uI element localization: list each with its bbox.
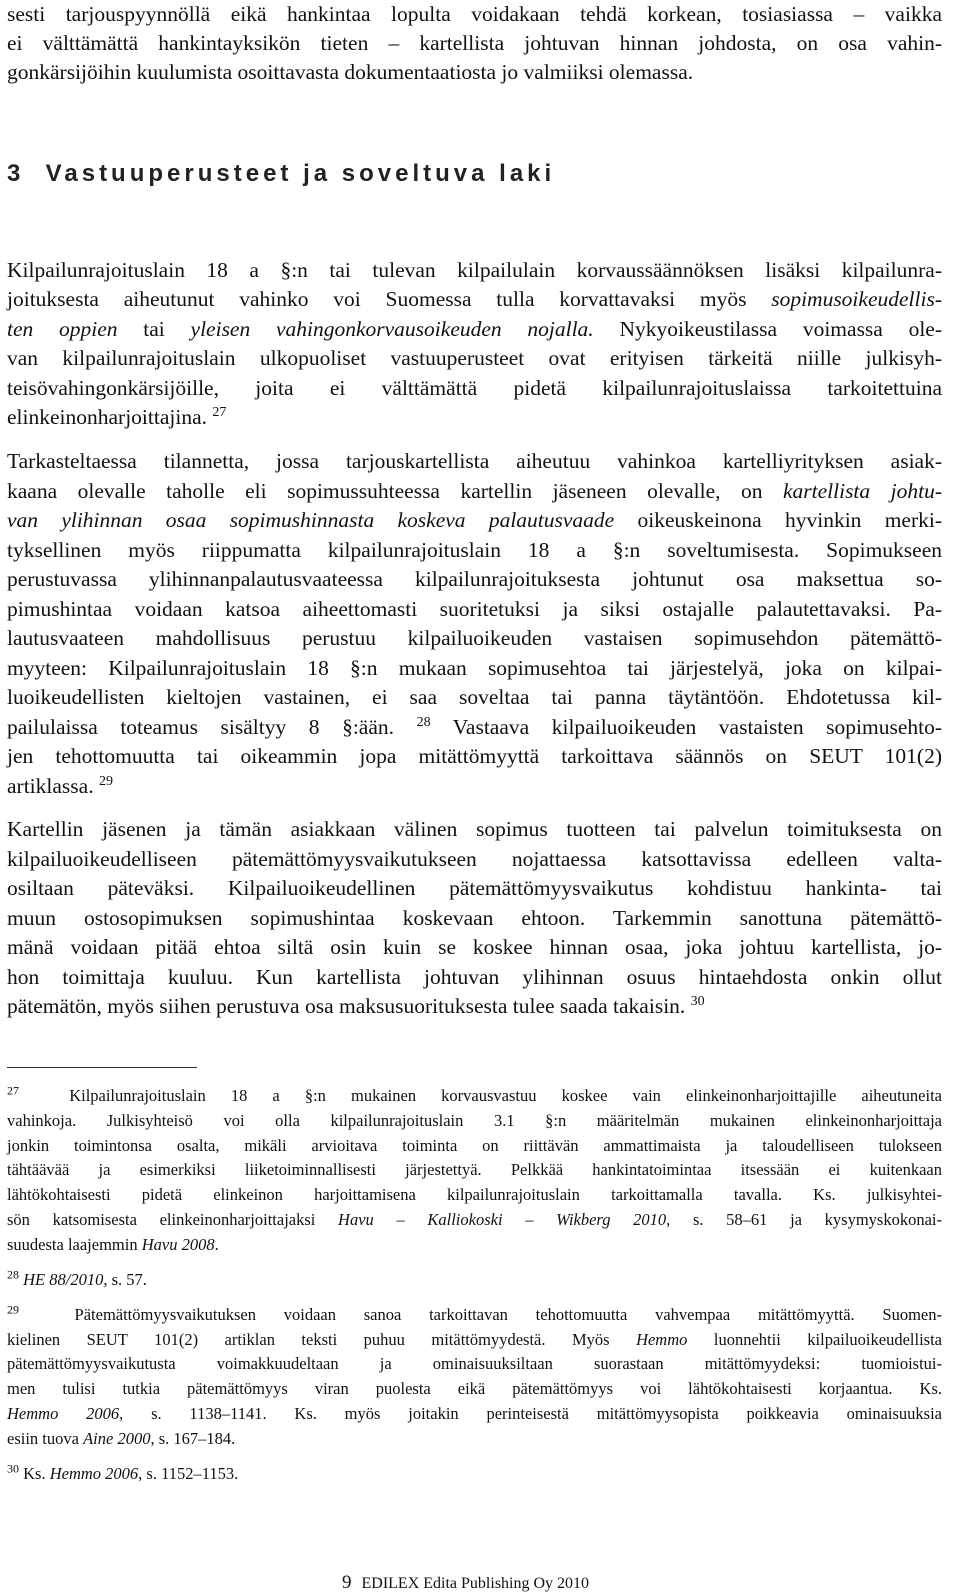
paragraph-line: pätemätön, myös siihen perustuva osa maksusuorituksesta tulee saada takaisin. $^{30}$	[7, 993, 705, 1018]
paragraph-line: muun ostosopimuksen sopimushintaa koskevaan ehtoon. Tarkemmin sanottuna pätemättö-	[7, 906, 942, 930]
paragraph-line: kaana olevalle taholle eli sopimussuhteessa kartellin jäseneen olevalle, on kartellista johtu-	[7, 479, 942, 503]
intro-line: ei välttämättä hankintayksikön tieten – kartellista johtuvan hinnan johdosta, on osa vahin-	[7, 31, 942, 55]
paragraph-line: artiklassa. $^{29}$	[7, 773, 113, 798]
paragraph-line: van kilpailunrajoituslain ulkopuoliset vastuuperusteet ovat erityisen tärkeitä niille julkisyh-	[7, 346, 942, 370]
footnote-number: 29	[7, 1302, 19, 1317]
footnote-ref[interactable]: 27	[212, 404, 227, 420]
paragraph-line: jen tehottomuutta tai oikeammin jopa mitättömyyttä tarkoittava säännös on SEUT 101(2)	[7, 744, 942, 768]
paragraph-line: mänä voidaan pitää ehtoa siltä osin kuin se koskee hinnan osaa, joka johtuu kartellista, jo-	[7, 935, 942, 959]
intro-line: sesti tarjouspyynnöllä eikä hankintaa lopulta voidakaan tehdä korkean, tosiasiassa – vaikka	[7, 2, 942, 26]
paragraph-line: Tarkasteltaessa tilannetta, jossa tarjouskartellista aiheutuu vahinkoa kartelliyrityksen asiak-	[7, 449, 942, 473]
paragraph-line: joituksesta aiheutunut vahinko voi Suomessa tulla korvattavaksi myös sopimusoikeudellis-	[7, 287, 942, 311]
paragraph-line: tyksellinen myös riippumatta kilpailunrajoituslain 18 a §:n soveltumisesta. Sopimukseen	[7, 538, 942, 562]
paragraph-line: Kartellin jäsenen ja tämän asiakkaan välinen sopimus tuotteen tai palvelun toimituksesta on	[7, 817, 942, 841]
publisher-line: EDILEX Edita Publishing Oy 2010	[361, 1575, 590, 1592]
paragraph-line: teisövahingonkärsijöille, joita ei välttämättä pidetä kilpailunrajoituslaissa tarkoitettuina	[7, 376, 942, 400]
paragraph-line: hon toimittaja kuuluu. Kun kartellista johtuvan ylihinnan osuus hintaehdosta onkin ollut	[7, 965, 942, 989]
footnote-line: sön katsomisesta elinkeinonharjoittajaksi Havu – Kalliokoski – Wikberg 2010, s. 58–61 ja kysymyskokonai-	[7, 1210, 942, 1229]
paragraph-line: van ylihinnan osaa sopimushinnasta koskeva palautusvaade oikeuskeinona hyvinkin merki-	[7, 508, 943, 532]
paragraph-line: luoikeudellisten kieltojen vastainen, ei saa soveltaa tai panna täytäntöön. Ehdotetussa kil-	[7, 685, 942, 709]
page-footer	[342, 1572, 589, 1594]
footnote-line: men tulisi tutkia pätemättömyys viran puolesta eikä pätemättömyys voi lähtökohtaisesti korjaantua. Ks.	[7, 1379, 942, 1398]
footnote-30: $^{30}$ Ks. Hemmo 2006, s. 1152–1153.	[7, 1461, 239, 1483]
footnote-separator	[7, 1067, 197, 1068]
page-number: 9	[342, 1572, 352, 1593]
footnote-line: kielinen SEUT 101(2) artiklan teksti puhuu mitättömyydestä. Myös Hemmo luonnehtii kilpailuoikeudellista	[7, 1330, 942, 1349]
paragraph-line: ten oppien tai yleisen vahingonkorvausoikeuden nojalla. Nykyoikeustilassa voimassa ole-	[7, 317, 943, 341]
footnote-ref[interactable]: 28	[416, 714, 431, 730]
paragraph-line: lautusvaateen mahdollisuus perustuu kilpailuoikeuden vastaisen sopimusehdon pätemättö-	[7, 626, 942, 650]
footnote-line: Hemmo 2006, s. 1138–1141. Ks. myös joitakin perinteisestä mitättömyysopista poikkeavia ominaisuuksia	[7, 1404, 942, 1423]
footnote-line: jonkin toimintonsa osalta, mikäli arvioitava toiminta on riittävän ammattimaista ja taloudelliseen tulokseen	[7, 1136, 942, 1155]
footnote-ref[interactable]: 29	[98, 773, 113, 789]
footnote-number: 27	[7, 1083, 19, 1098]
footnote-29: $^{29}$ Pätemättömyysvaikutuksen voidaan sanoa tarkoittavan tehottomuutta vahvempaa mitättömyyttä. Suomen-	[7, 1302, 942, 1324]
paragraph-line: osiltaan päteväksi. Kilpailuoikeudellinen pätemättömyysvaikutus kohdistuu hankinta- tai	[7, 876, 942, 900]
footnote-line: esiin tuova Aine 2000, s. 167–184.	[7, 1429, 236, 1448]
paragraph-line: perustuvassa ylihinnanpalautusvaateessa kilpailunrajoituksesta johtunut osa maksettua so-	[7, 567, 942, 591]
footnote-line: tähtäävää ja esimerkiksi liiketoiminnallisesti järjestettyä. Pelkkää hankintatoimintaa itsessään ei kuitenkaan	[7, 1160, 942, 1179]
footnote-line: vahinkoja. Julkisyhteisö voi olla kilpailunrajoituslain 3.1 §:n määritelmän mukainen elinkeinonharjoittaja	[7, 1111, 942, 1130]
footnote-number: 30	[7, 1461, 19, 1476]
paragraph-line: myyteen: Kilpailunrajoituslain 18 §:n mukaan sopimusehtoa tai järjestelyä, joka on kilpai-	[7, 656, 942, 680]
paragraph-line: pailulaissa toteamus sisältyy 8 §:ään. $^{28}$ Vastaava kilpailuoikeuden vastaisten sopimusehto-	[7, 714, 942, 739]
paragraph-line: Kilpailunrajoituslain 18 a §:n tai tulevan kilpailulain korvaussäännöksen lisäksi kilpailunra-	[7, 258, 942, 282]
paragraph-line: pimushintaa voidaan katsoa aiheettomasti suoritetuksi ja siksi ostajalle palautettavaksi. Pa-	[7, 597, 942, 621]
footnote-28: $^{28}$ HE 88/2010, s. 57.	[7, 1267, 147, 1289]
footnote-line: lähtökohtaisesti pidetä elinkeinon harjoittamisena kilpailunrajoituslain tarkoittamalla tavalla. Ks. julkisyhtei-	[7, 1185, 942, 1204]
footnote-27: $^{27}$ Kilpailunrajoituslain 18 a §:n mukainen korvausvastuu koskee vain elinkeinonharjoittajille aiheutuneita	[7, 1083, 943, 1105]
paragraph-line: kilpailuoikeudelliseen pätemättömyysvaikutukseen nojattaessa katsottavissa edelleen valta-	[7, 847, 942, 871]
intro-line: gonkärsijöihin kuulumista osoittavasta dokumentaatiosta jo valmiiksi olemassa.	[7, 60, 694, 84]
footnote-line: suudesta laajemmin Havu 2008.	[7, 1235, 219, 1254]
paragraph-line: elinkeinonharjoittajina. $^{27}$	[7, 404, 227, 429]
section-heading: 3 Vastuuperusteet ja soveltuva laki	[7, 160, 556, 187]
footnote-line: pätemättömyysvaikutusta voimakkuudeltaan ja ominaisuuksiltaan suorastaan mitättömyydeksi: tuomioistui-	[7, 1354, 942, 1373]
footnote-ref[interactable]: 30	[690, 993, 705, 1009]
footnote-number: 28	[7, 1267, 19, 1282]
